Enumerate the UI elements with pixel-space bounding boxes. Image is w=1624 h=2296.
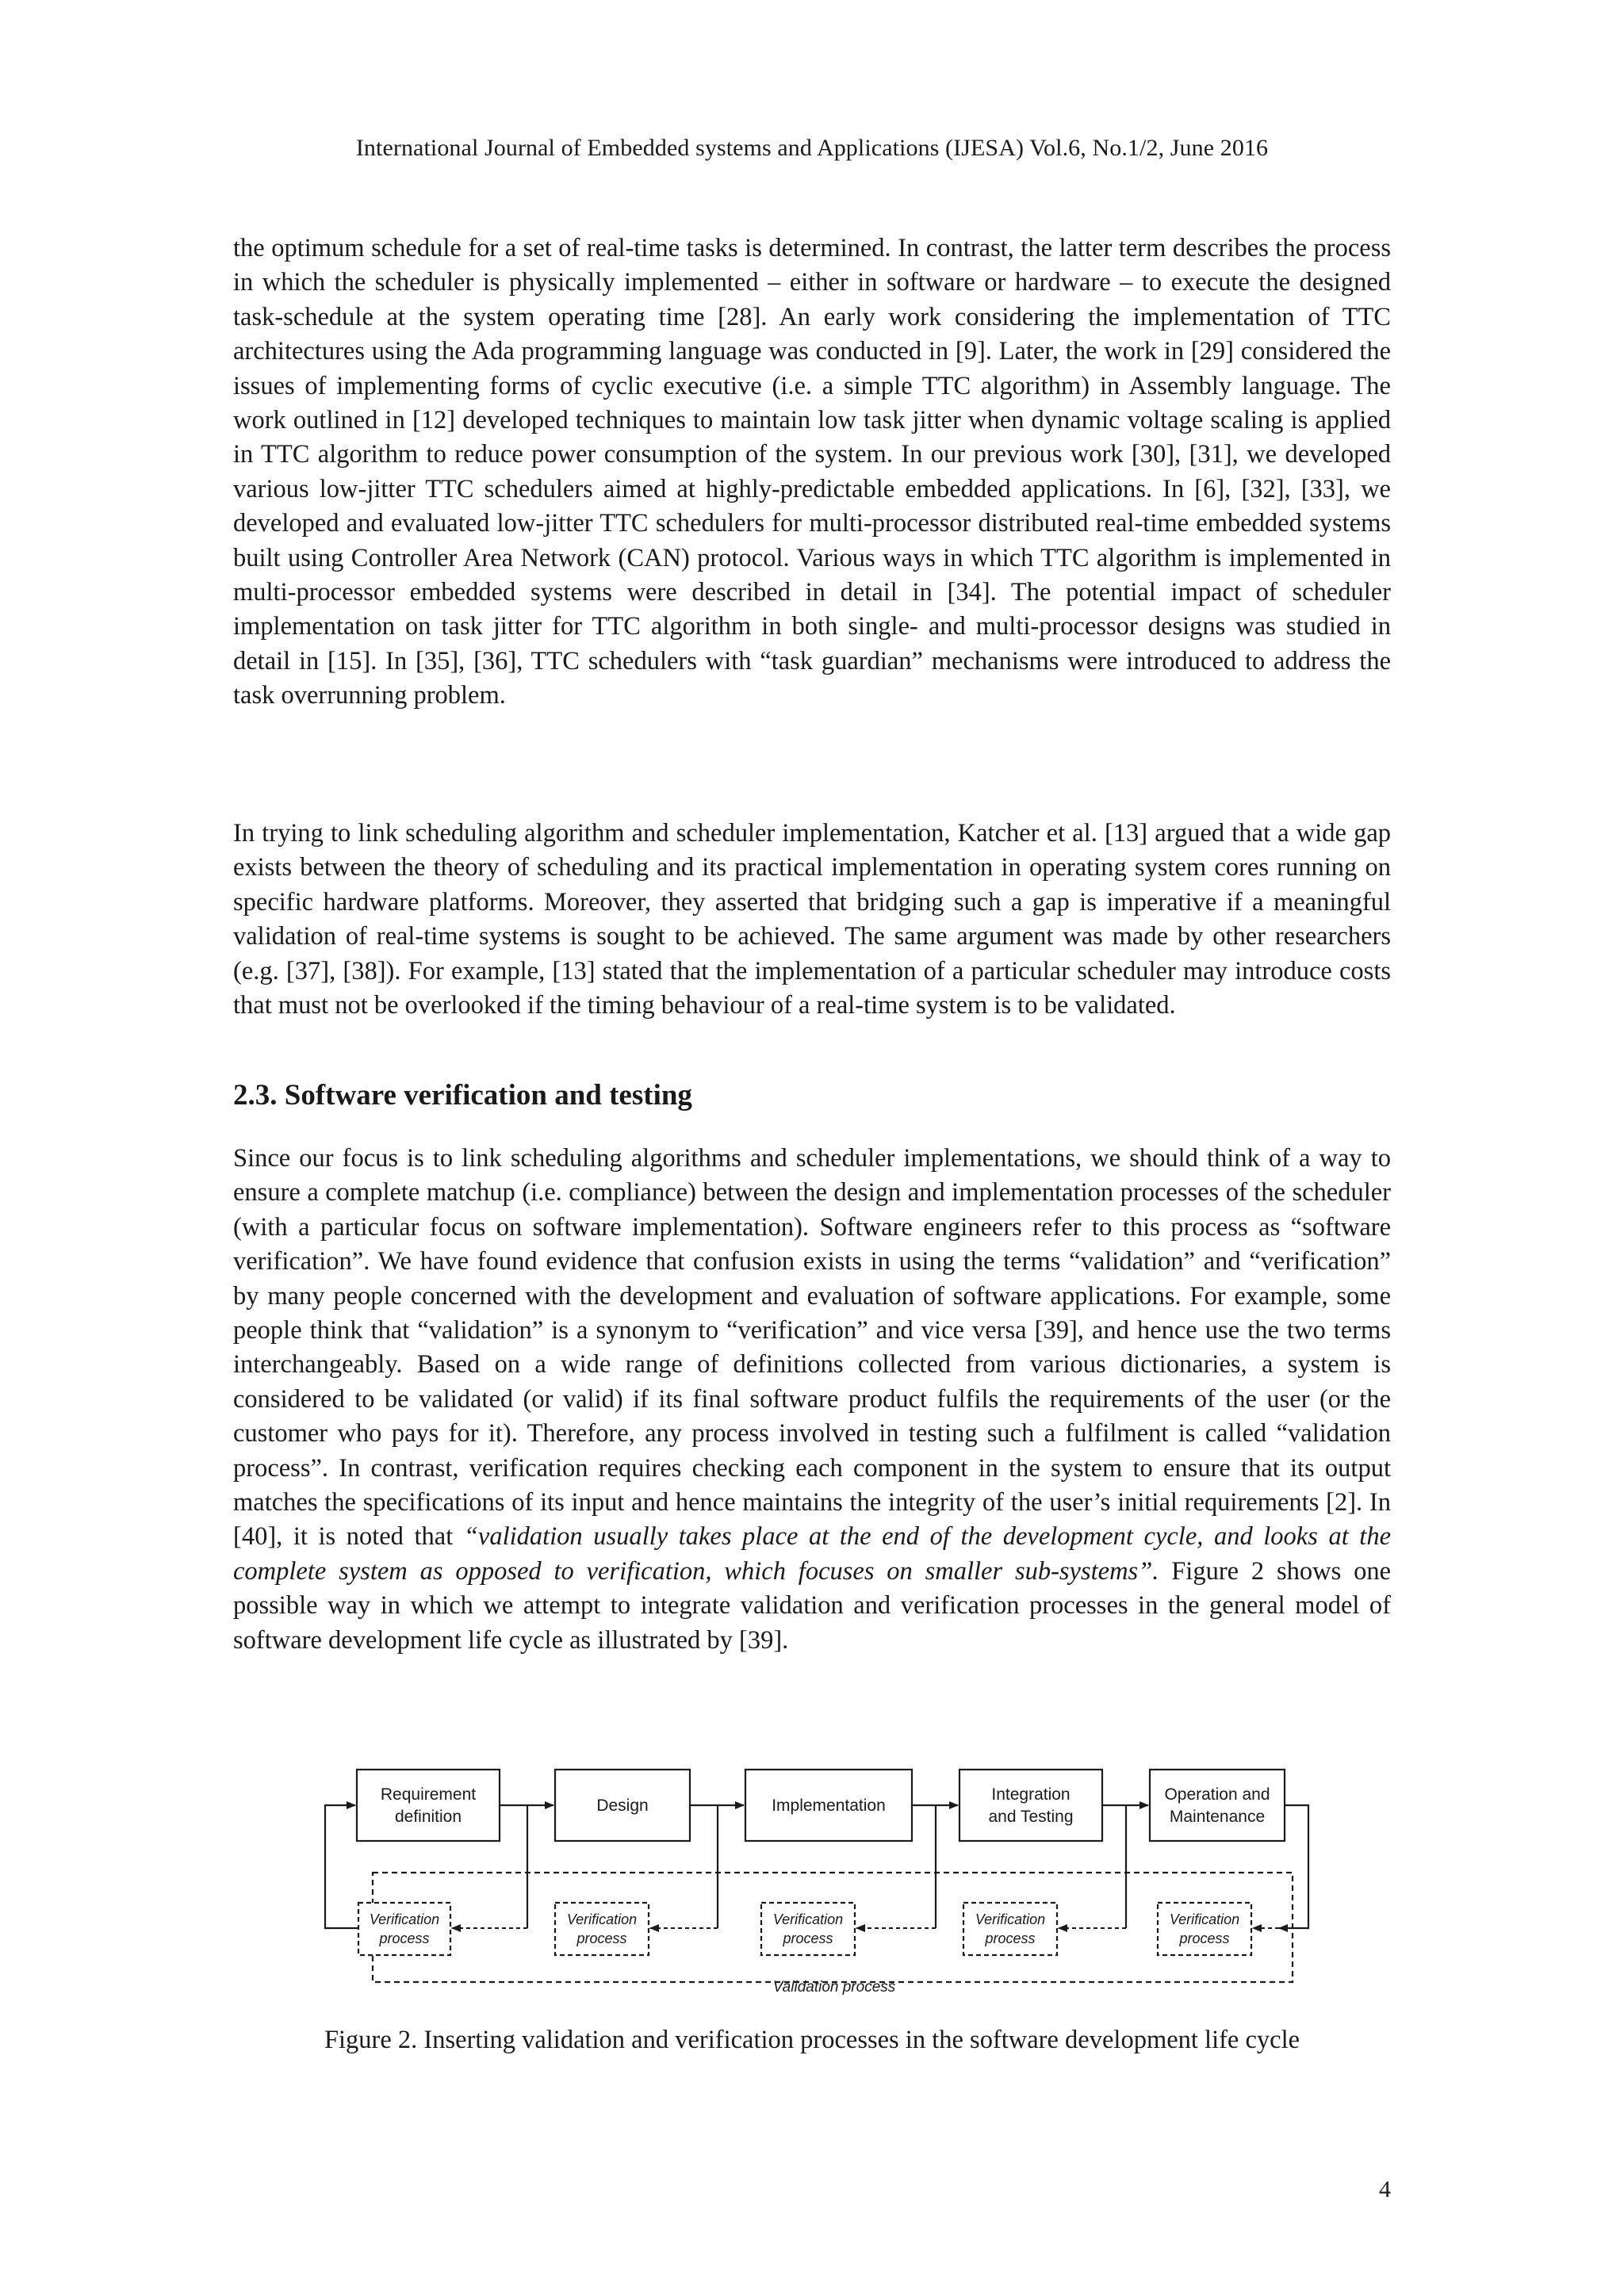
page-number: 4 [1379,2176,1391,2202]
verification-1-line1: Verification [369,1911,440,1927]
verification-5-line1: Verification [1169,1911,1240,1927]
verification-3-line1: Verification [772,1911,844,1927]
paragraph-3-quote: “validation usually takes place at the end of the development cycle, and looks at the complete system as opposed to verification, which focuses on smaller sub-systems”. [233,1522,1392,1586]
figure-caption: Figure 2. Inserting validation and verification processes in the software development life cycle [324,2026,1300,2054]
paragraph-3 [233,1142,1391,1658]
stage-requirement-line2: definition [394,1808,462,1826]
stage-requirement-line1: Requirement [380,1785,477,1804]
verification-5-line2: process [1179,1931,1230,1946]
paragraph-1: the optimum schedule for a set of real-time tasks is determined. In contrast, the latter term describes the process in which the scheduler is physically implemented – either in software or hardware – to execute the designed task-schedule at the system operating time [28]. An early work considering the implementation of TTC architectures using the Ada programming language was conducted in [9]. Later, the work in [29] considered the issues of implementing forms of cyclic executive (i.e. a simple TTC algorithm) in Assembly language. The work outlined in [12] developed techniques to maintain low task jitter when dynamic voltage scaling is applied in TTC algorithm to reduce power consumption of the system. In our previous work [30], [31], we developed various low-jitter TTC schedulers aimed at highly-predictable embedded applications. In [6], [32], [33], we developed and evaluated low-jitter TTC schedulers for multi-processor distributed real-time embedded systems built using Controller Area Network (CAN) protocol. Various ways in which TTC algorithm is implemented in multi-processor embedded systems were described in detail in [34]. The potential impact of scheduler implementation on task jitter for TTC algorithm in both single- and multi-processor designs was studied in detail in [15]. In [35], [36], TTC schedulers with “task guardian” mechanisms were introduced to address the task overrunning problem. [233,234,1391,710]
stage-design-line1: Design [596,1797,649,1815]
verification-3-line2: process [783,1931,833,1946]
paragraph-2: In trying to link scheduling algorithm and scheduler implementation, Katcher et al. [13] argued that a wide gap exists between the theory of scheduling and its practical implementation in operating system cores running on specific hardware platforms. Moreover, they asserted that bridging such a gap is imperative if a meaningful validation of real-time systems is sought to be achieved. The same argument was made by other researchers (e.g. [37], [38]). For example, [13] stated that the implementation of a particular scheduler may introduce costs that must not be overlooked if the timing behaviour of a real-time system is to be validated. [233,819,1391,1020]
verification-box-4 [963,1903,1057,1955]
stage-integration-line2: and Testing [988,1808,1074,1826]
stage-integration-testing [959,1770,1102,1841]
sdlc-figure [317,1752,1316,2014]
verification-4-line2: process [985,1931,1036,1946]
stage-operation-maintenance [1150,1770,1285,1841]
journal-header: International Journal of Embedded systems and Applications (IJESA) Vol.6, No.1/2, June 2016 [355,135,1269,161]
validation-process-label: Validation process [772,1979,896,1996]
verification-2-line1: Verification [566,1911,638,1927]
verification-2-line2: process [576,1931,627,1946]
verification-box-1 [358,1903,450,1955]
verification-4-line1: Verification [975,1911,1046,1927]
verification-box-2 [555,1903,649,1955]
loop-into-requirement [325,1805,358,1928]
verification-box-3 [761,1903,855,1955]
stage-operation-line1: Operation and [1164,1785,1270,1804]
stage-implementation [745,1770,912,1841]
section-heading: 2.3. Software verification and testing [233,1079,692,1112]
stage-integration-line1: Integration [991,1785,1071,1804]
stage-requirement-definition [357,1770,500,1841]
verification-box-5 [1158,1903,1251,1955]
verification-1-line2: process [379,1931,430,1946]
stage-implementation-line1: Implementation [772,1797,886,1815]
paragraph-3-text-a: Since our focus is to link scheduling algorithms and scheduler implementations, we should think of a way to ensure a complete matchup (i.e. compliance) between the design and implementation processes of the scheduler (with a particular focus on software implementation). Software engineers refer to this process as “software verification”. We have found evidence that confusion exists in using the terms “validation” and “verification” by many people concerned with the development and evaluation of software applications. For example, some people think that “validation” is a synonym to “verification” and vice versa [39], and hence use the two terms interchangeably. Based on a wide range of definitions collected from various dictionaries, a system is considered to be validated (or valid) if its final software product fulfils the requirements of the user (or the customer who pays for it). Therefore, any process involved in testing such a fulfilment is called “validation process”. In contrast, verification requires checking each component in the system to ensure that its output matches the specifications of its input and hence maintains the integrity of the user’s initial requirements [2]. In [40], it is noted that [233,1144,1391,1552]
paragraph-3-text-b: Figure 2 shows one possible way in which we attempt to integrate validation and verification processes in the general model of software development life cycle as illustrated by [39]. [233,1556,1391,1655]
stage-design [555,1770,690,1841]
stage-operation-line2: Maintenance [1169,1808,1266,1826]
